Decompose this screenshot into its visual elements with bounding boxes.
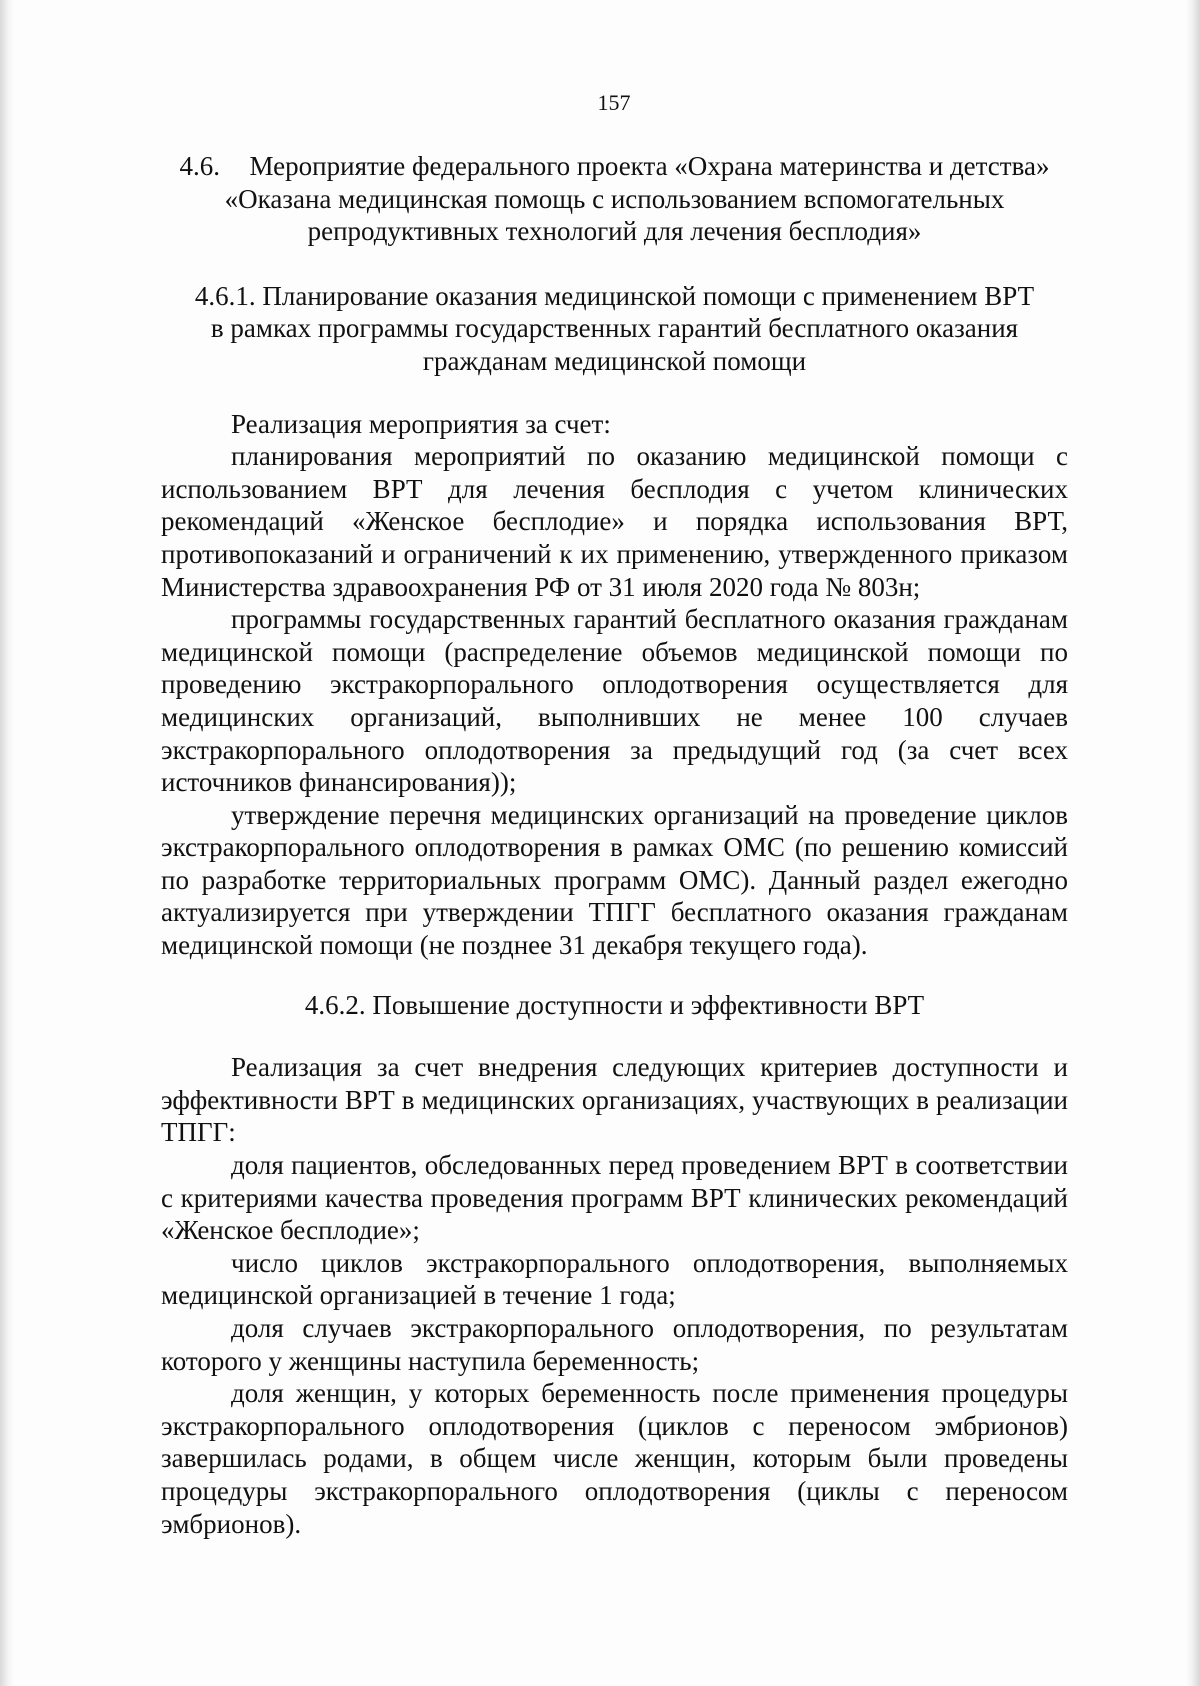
paragraph: доля женщин, у которых беременность после применения процедуры экстракорпорального оплодотворения (циклов с переносом эмбрионов) завершилась родами, в общем числе женщин, которым были проведены процедуры экстракорпорального оплодотворения (циклы с переносом эмбрионов). [161, 1378, 1068, 1539]
section-4-6-title-line2: «Оказана медицинская помощь с использованием вспомогательных [224, 183, 1005, 214]
paragraph: число циклов экстракорпорального оплодотворения, выполняемых медицинской организацией в течение 1 года; [161, 1247, 1068, 1311]
paragraph: доля случаев экстракорпорального оплодотворения, по результатам которого у женщины наступила беременность; [161, 1313, 1068, 1376]
section-4-6-title-line1: Мероприятие федерального проекта «Охрана материнства и детства» [249, 151, 1050, 181]
paragraph: утверждение перечня медицинских организаций на проведение циклов экстракорпорального оплодотворения в рамках ОМС (по решению комиссий по разработке территориальных программ ОМС). Данный раздел ежегодно актуализируется при утверждении ТПГГ бесплатного оказания гражданам медицинской помощи (не позднее 31 декабря текущего года). [161, 799, 1068, 961]
section-4-6-1-title-line2: в рамках программы государственных гарантий бесплатного оказания [210, 313, 1019, 344]
section-4-6-1-title-line1: 4.6.1. Планирование оказания медицинской помощи с применением ВРТ [194, 280, 1035, 311]
section-4-6-1-heading [161, 280, 1068, 378]
section-4-6-number: 4.6. [179, 151, 221, 181]
section-4-6-heading [161, 150, 1068, 248]
paragraph: Реализация за счет внедрения следующих критериев доступности и эффективности ВРТ в медицинских организациях, участвующих в реализации ТПГГ: [161, 1052, 1068, 1148]
paragraph: планирования мероприятий по оказанию медицинской помощи с использованием ВРТ для лечения бесплодия с учетом клинических рекомендаций «Женское бесплодие» и порядка использования ВРТ, противопоказаний и ограничений к их применению, утвержденного приказом Министерства здравоохранения РФ от 31 июля 2020 года № 803н; [161, 441, 1068, 602]
section-4-6-2-heading: 4.6.2. Повышение доступности и эффективности ВРТ [304, 989, 925, 1020]
scan-edge-left [0, 0, 14, 1686]
page-number: 157 [597, 90, 631, 115]
section-4-6-1-title-line3: гражданам медицинской помощи [422, 345, 807, 376]
paragraph: доля пациентов, обследованных перед проведением ВРТ в соответствии с критериями качества проведения программ ВРТ клинических рекомендаций «Женское бесплодие»; [161, 1150, 1068, 1246]
section-4-6-heading-line1 [161, 150, 1068, 183]
paragraph: Реализация мероприятия за счет: [231, 408, 611, 439]
scan-edge-right [1186, 0, 1200, 1686]
section-4-6-title-line3: репродуктивных технологий для лечения бесплодия» [307, 216, 922, 247]
paragraph: программы государственных гарантий бесплатного оказания гражданам медицинской помощи (распределение объемов медицинской помощи по проведению экстракорпорального оплодотворения осуществляется для медицинских организаций, выполнивших не менее 100 случаев экстракорпорального оплодотворения за предыдущий год (за счет всех источников финансирования)); [161, 604, 1068, 798]
document-body [161, 150, 1068, 1540]
